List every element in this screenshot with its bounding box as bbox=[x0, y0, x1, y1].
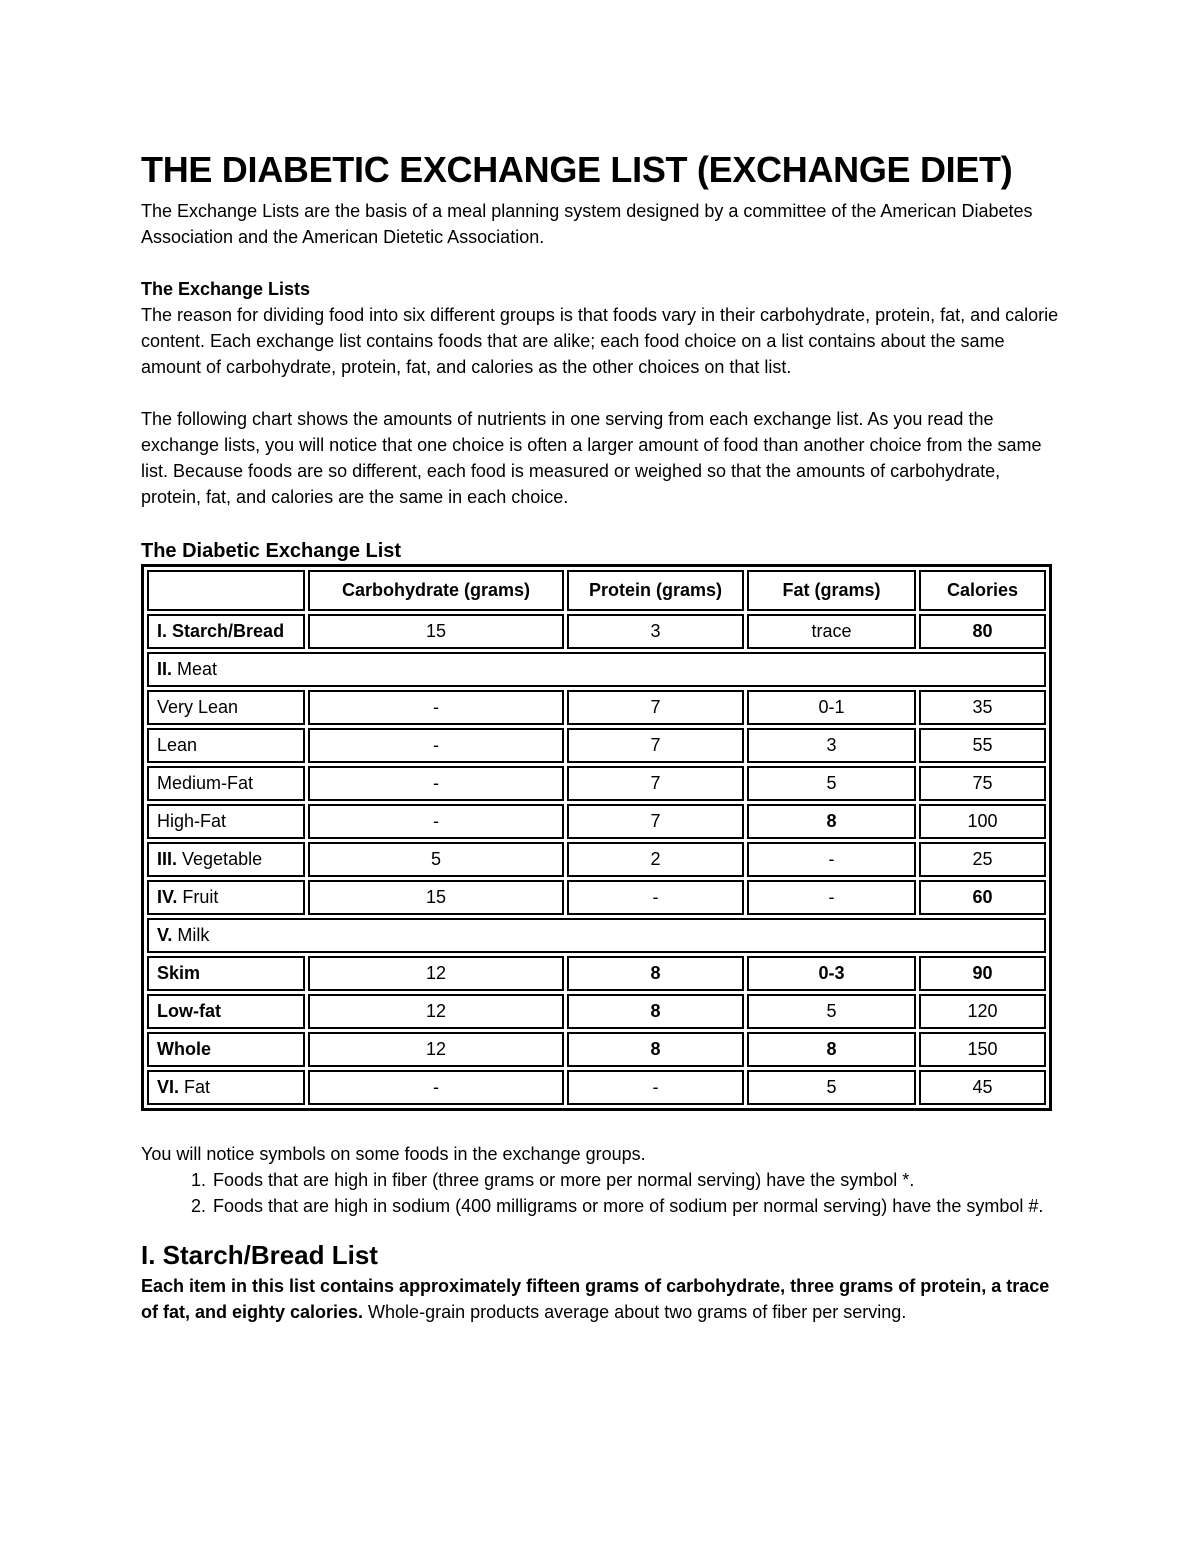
calories-cell: 60 bbox=[919, 880, 1046, 915]
table-row bbox=[147, 690, 1046, 725]
starch-list-bold-text: Each item in this list contains approximately fifteen grams of carbohydrate, three grams of protein, a trace of fat, and eighty calories. bbox=[141, 1276, 1050, 1322]
calories-cell: 75 bbox=[919, 766, 1046, 801]
document-title: THE DIABETIC EXCHANGE LIST (EXCHANGE DIET) bbox=[141, 149, 1013, 190]
table-row bbox=[147, 728, 1046, 763]
calories-cell: 45 bbox=[919, 1070, 1046, 1105]
row-label bbox=[147, 1070, 305, 1105]
list-item: 1. Foods that are high in fiber (three grams or more per normal serving) have the symbol *. bbox=[211, 1167, 1061, 1193]
row-name: Vegetable bbox=[177, 849, 263, 869]
table-row bbox=[147, 804, 1046, 839]
header-cell-fat: Fat (grams) bbox=[747, 570, 916, 611]
carb-cell: - bbox=[308, 1070, 564, 1105]
protein-cell: 8 bbox=[567, 994, 744, 1029]
table-row bbox=[147, 766, 1046, 801]
fat-cell: 8 bbox=[747, 804, 916, 839]
row-name: High-Fat bbox=[147, 804, 305, 839]
carb-cell: 15 bbox=[308, 880, 564, 915]
carb-cell: - bbox=[308, 804, 564, 839]
calories-cell: 80 bbox=[919, 614, 1046, 649]
starch-list-heading: I. Starch/Bread List bbox=[141, 1240, 378, 1270]
protein-cell: - bbox=[567, 880, 744, 915]
calories-cell: 35 bbox=[919, 690, 1046, 725]
table-row bbox=[147, 994, 1046, 1029]
row-number: IV. bbox=[157, 887, 178, 907]
row-label bbox=[147, 880, 305, 915]
table-row bbox=[147, 1032, 1046, 1067]
row-name: Whole bbox=[147, 1032, 305, 1067]
carb-cell: - bbox=[308, 766, 564, 801]
calories-cell: 25 bbox=[919, 842, 1046, 877]
row-number: II. bbox=[157, 659, 173, 679]
carb-cell: 5 bbox=[308, 842, 564, 877]
calories-cell: 150 bbox=[919, 1032, 1046, 1067]
fat-cell: 5 bbox=[747, 766, 916, 801]
carb-cell: - bbox=[308, 690, 564, 725]
table-row bbox=[147, 880, 1046, 915]
fat-cell: 5 bbox=[747, 1070, 916, 1105]
protein-cell: 7 bbox=[567, 804, 744, 839]
starch-list-paragraph bbox=[141, 1273, 1061, 1325]
table-row bbox=[147, 1070, 1046, 1105]
table-group-row bbox=[147, 918, 1046, 953]
protein-cell: 7 bbox=[567, 766, 744, 801]
row-name: Milk bbox=[172, 925, 210, 945]
carb-cell: 15 bbox=[308, 614, 564, 649]
header-cell-calories: Calories bbox=[919, 570, 1046, 611]
protein-cell: 3 bbox=[567, 614, 744, 649]
row-label bbox=[147, 614, 305, 649]
fat-cell: - bbox=[747, 842, 916, 877]
header-cell-protein: Protein (grams) bbox=[567, 570, 744, 611]
row-name: Very Lean bbox=[147, 690, 305, 725]
table-title: The Diabetic Exchange List bbox=[141, 540, 402, 562]
carb-cell: 12 bbox=[308, 994, 564, 1029]
carb-cell: 12 bbox=[308, 1032, 564, 1067]
table-group-row bbox=[147, 652, 1046, 687]
table-row bbox=[147, 842, 1046, 877]
fat-cell: - bbox=[747, 880, 916, 915]
row-name: Lean bbox=[147, 728, 305, 763]
row-name: Starch/Bread bbox=[167, 621, 285, 641]
fat-cell: 3 bbox=[747, 728, 916, 763]
protein-cell: 2 bbox=[567, 842, 744, 877]
calories-cell: 55 bbox=[919, 728, 1046, 763]
section-heading: The Exchange Lists bbox=[141, 279, 311, 299]
protein-cell: - bbox=[567, 1070, 744, 1105]
fat-cell: trace bbox=[747, 614, 916, 649]
header-cell-blank bbox=[147, 570, 305, 611]
row-name: Fruit bbox=[177, 887, 219, 907]
group-label bbox=[147, 918, 1046, 953]
row-number: V. bbox=[157, 925, 173, 945]
protein-cell: 8 bbox=[567, 956, 744, 991]
header-cell-carbohydrate: Carbohydrate (grams) bbox=[308, 570, 564, 611]
starch-list-text: Whole-grain products average about two grams of fiber per serving. bbox=[363, 1302, 907, 1322]
exchange-table bbox=[141, 564, 1052, 1111]
protein-cell: 8 bbox=[567, 1032, 744, 1067]
row-number: I. bbox=[157, 621, 168, 641]
symbols-list bbox=[141, 1167, 1061, 1219]
row-name: Fat bbox=[179, 1077, 211, 1097]
calories-cell: 100 bbox=[919, 804, 1046, 839]
intro-paragraph: The Exchange Lists are the basis of a meal planning system designed by a committee of the American Diabetes Association and the American Dietetic Association. bbox=[141, 201, 1033, 247]
table-row bbox=[147, 614, 1046, 649]
row-number: III. bbox=[157, 849, 178, 869]
protein-cell: 7 bbox=[567, 728, 744, 763]
chart-intro-paragraph: The following chart shows the amounts of nutrients in one serving from each exchange list. As you read the exchange lists, you will notice that one choice is often a larger amount of food than another choice from the same list. Because foods are so different, each food is measured or weighed so that the amounts of carbohydrate, protein, fat, and calories are the same in each choice. bbox=[141, 409, 1042, 507]
row-name: Meat bbox=[172, 659, 218, 679]
document-page bbox=[141, 148, 1061, 1325]
row-name: Low-fat bbox=[147, 994, 305, 1029]
carb-cell: - bbox=[308, 728, 564, 763]
calories-cell: 120 bbox=[919, 994, 1046, 1029]
row-name: Skim bbox=[147, 956, 305, 991]
fat-cell: 0-3 bbox=[747, 956, 916, 991]
table-row bbox=[147, 956, 1046, 991]
calories-cell: 90 bbox=[919, 956, 1046, 991]
carb-cell: 12 bbox=[308, 956, 564, 991]
section-paragraph: The reason for dividing food into six different groups is that foods vary in their carbohydrate, protein, fat, and calorie content. Each exchange list contains foods that are alike; each food choice on a list contains about the same amount of carbohydrate, protein, fat, and calories as the other choices on that list. bbox=[141, 305, 1059, 377]
protein-cell: 7 bbox=[567, 690, 744, 725]
fat-cell: 5 bbox=[747, 994, 916, 1029]
symbols-intro: You will notice symbols on some foods in the exchange groups. bbox=[141, 1144, 646, 1164]
row-number: VI. bbox=[157, 1077, 180, 1097]
group-label bbox=[147, 652, 1046, 687]
row-label bbox=[147, 842, 305, 877]
row-name: Medium-Fat bbox=[147, 766, 305, 801]
fat-cell: 8 bbox=[747, 1032, 916, 1067]
table-header-row bbox=[147, 570, 1046, 611]
fat-cell: 0-1 bbox=[747, 690, 916, 725]
list-item: 2. Foods that are high in sodium (400 milligrams or more of sodium per normal serving) have the symbol #. bbox=[211, 1193, 1061, 1219]
